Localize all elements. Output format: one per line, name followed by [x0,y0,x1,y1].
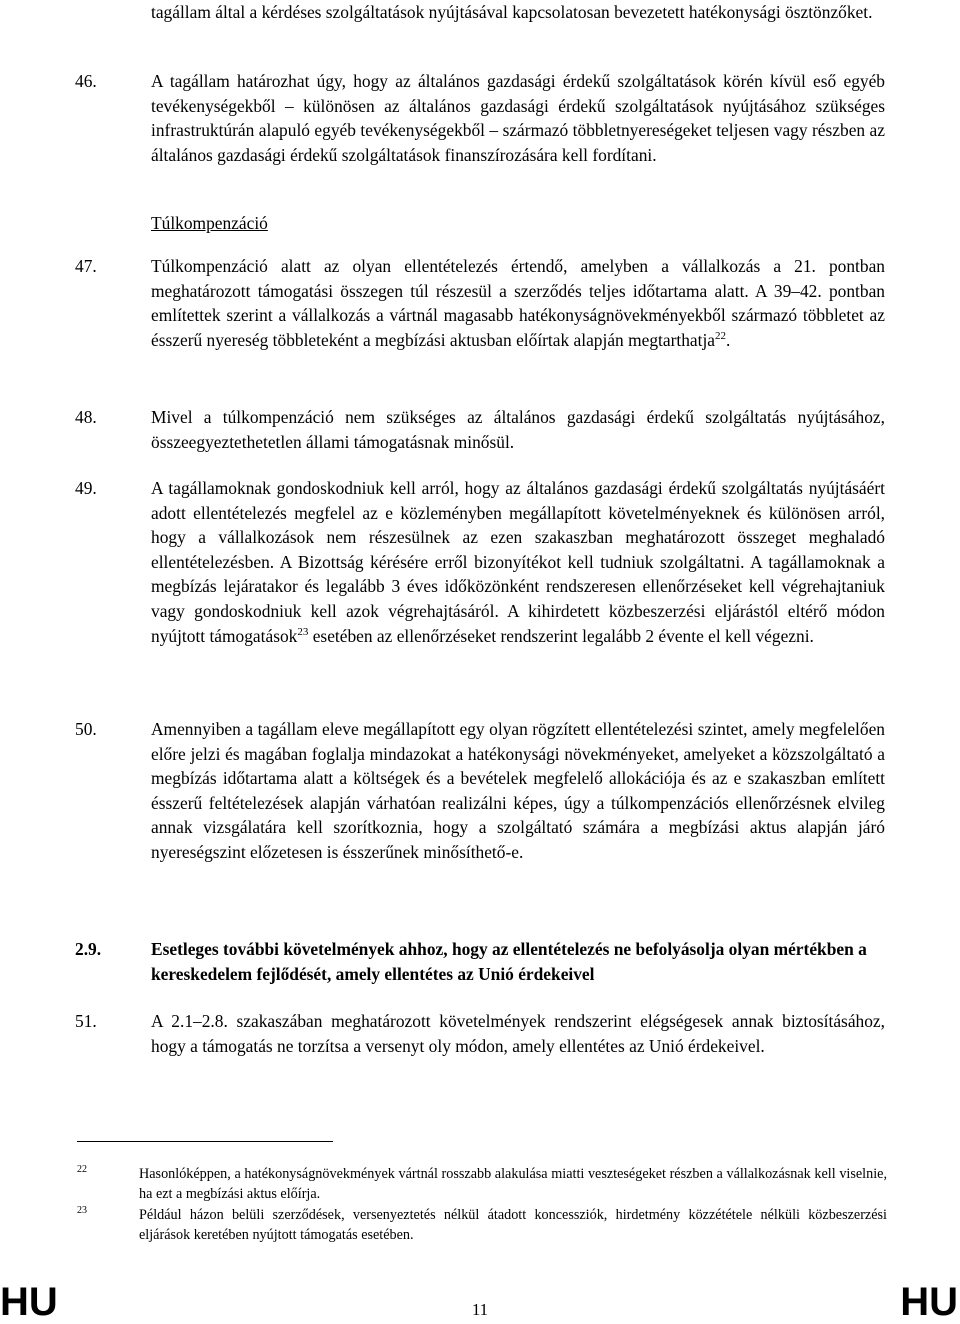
paragraph-continuation [75,0,885,25]
language-code-left: HU [0,1280,58,1324]
paragraph-text-b: esetében az ellenőrzéseket rendszerint legalább 2 évente el kell végezni. [308,625,814,646]
subheading-overcompensation: Túlkompenzáció [151,213,268,233]
language-code-right: HU [900,1280,958,1324]
footnote-23 [77,1205,887,1246]
footnote-text: Hasonlóképpen, a hatékonyságnövekmények vártnál rosszabb alakulása miatti veszteségeket részben a vállalkozásnak kell viselnie, ha ezt a megbízási aktus előírja. [139,1166,887,1203]
paragraph-49 [75,476,885,648]
footnote-22 [77,1164,887,1205]
footnote-number: 22 [77,1164,87,1175]
paragraph-text: Mivel a túlkompenzáció nem szükséges az általános gazdasági érdekű szolgáltatás nyújtásához, összeegyeztethetetlen állami támogatásnak minősül. [151,407,885,452]
paragraph-text-a: A tagállamoknak gondoskodniuk kell arról, hogy az általános gazdasági érdekű szolgáltatás nyújtásáért adott ellentételezés megfelel az e közleményben megállapított követelményeknek és különösen arról, hogy a vállalkozások nem részesülnek az ezen szakaszban meghatározott összeget meghaladó ellentételezésben. A Bizottság kérésére erről bizonyítékot kell tudniuk szolgáltatni. A tagállamoknak a megbízás lejáratakor és legalább 3 éves időközönként rendszeresen ellenőrzéseket kell végrehajtaniuk vagy gondoskodniuk kell azok végrehajtásáról. A kihirdetett közbeszerzési eljárástól eltérő módon nyújtott támogatások [151,478,885,646]
footnote-ref-23: 23 [297,625,309,638]
paragraph-47 [75,254,885,352]
page-number: 11 [471,1300,489,1319]
paragraph-end: . [726,329,731,350]
paragraph-text-body: Túlkompenzáció alatt az olyan ellentételezés értendő, amelyben a vállalkozás a 21. pontban meghatározott támogatási összegen túl részesül a szerződés teljes időtartama alatt. A 39–42. pontban említettek szerint a vállalkozás a vártnál magasabb hatékonyságnövekményekből származó többletet az ésszerű nyereség többleteként a megbízási aktusban előírtak alapján megtarthatja [151,256,885,350]
paragraph-46 [75,69,885,167]
footnote-number: 23 [77,1205,87,1216]
section-number: 2.9. [75,939,102,959]
footnote-text: Például házon belüli szerződések, versenyeztetés nélkül átadott koncessziók, hirdetmény közzététele nélküli közbeszerzési eljárások keretében nyújtott támogatás esetében. [139,1207,887,1244]
section-heading-2-9 [75,937,885,986]
paragraph-text: A 2.1–2.8. szakaszában meghatározott követelmények rendszerint elégségesek annak biztosításához, hogy a támogatás ne torzítsa a versenyt oly módon, amely ellentétes az Unió érdekeivel. [151,1011,885,1056]
footnote-ref-22: 22 [715,329,726,342]
paragraph-number: 48. [75,407,97,427]
paragraph-number: 47. [75,256,97,276]
paragraph-text: tagállam által a kérdéses szolgáltatások nyújtásával kapcsolatosan bevezetett hatékonysági ösztönzőket. [151,2,873,22]
paragraph-50 [75,717,885,865]
paragraph-number: 51. [75,1011,97,1031]
section-title: Esetleges további követelmények ahhoz, hogy az ellentételezés ne befolyásolja olyan mértékben a kereskedelem fejlődését, amely ellentétes az Unió érdekeivel [151,939,867,984]
paragraph-number: 50. [75,719,97,739]
paragraph-text: Amennyiben a tagállam eleve megállapított egy olyan rögzített ellentételezési szintet, amely megfelelően előre jelzi és magában foglalja mindazokat a hatékonysági növekményeket, amelyeket a közszolgáltató a megbízás időtartama alatt a költségek és a bevételek megfelelő allokációja és az e szakaszban említett ésszerű feltételezések alapján várhatóan realizálni képes, úgy a túlkompenzációs ellenőrzésnek elvileg annak vizsgálatára kell szorítkoznia, hogy a szolgáltató számára a megbízási aktus alapján járó nyereségszint előzetesen is ésszerűnek minősíthető-e. [151,719,885,862]
paragraph-text: A tagállam határozhat úgy, hogy az általános gazdasági érdekű szolgáltatások körén kívül eső egyéb tevékenységekből – különösen az általános gazdasági érdekű szolgáltatások nyújtásához szükséges infrastruktúrán alapuló egyéb tevékenységekből – származó többletnyereségeket teljesen vagy részben az általános gazdasági érdekű szolgáltatások finanszírozására kell fordítani. [151,71,885,165]
paragraph-48 [75,405,885,454]
footnote-separator [77,1141,333,1142]
paragraph-51 [75,1009,885,1058]
paragraph-text [151,476,885,648]
paragraph-number: 46. [75,71,97,91]
paragraph-text [151,254,885,352]
paragraph-number: 49. [75,478,97,498]
